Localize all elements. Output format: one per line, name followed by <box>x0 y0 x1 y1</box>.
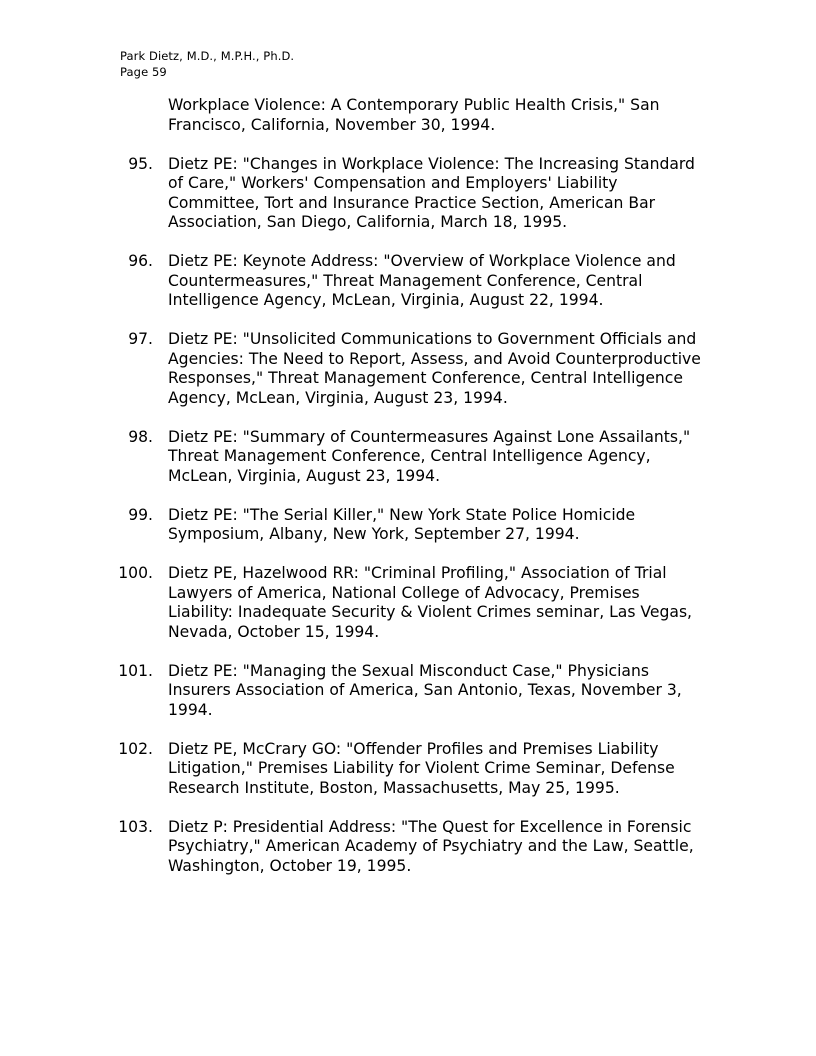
entry-number: 103. <box>118 817 153 836</box>
entry-text: Dietz PE: "Summary of Countermeasures Against Lone Assailants," Threat Management Conference, Central Intelligence Agency, McLean, Virginia, August 23, 1994. <box>168 427 691 485</box>
entry-number: 97. <box>128 330 153 348</box>
entry-number: 95. <box>128 154 153 173</box>
entry-text: Dietz PE: Keynote Address: "Overview of Workplace Violence and Countermeasures," Threat Management Conference, Central Intelligence Agency, McLean, Virginia, August 22, 1994. <box>168 252 676 309</box>
entry-text: Dietz PE: "Unsolicited Communications to Government Officials and Agencies: The Need to Report, Assess, and Avoid Counterproductive Responses," Threat Management Conference, Central Intelligence Agency, McLean, Virginia, August 23, 1994. <box>168 330 701 407</box>
page-number: Page 59 <box>120 65 167 79</box>
list-item <box>0 818 708 877</box>
list-item <box>0 506 708 545</box>
entry-text: Dietz PE: "The Serial Killer," New York State Police Homicide Symposium, Albany, New York, September 27, 1994. <box>168 505 636 543</box>
continued-entry-text: Workplace Violence: A Contemporary Public Health Crisis," San Francisco, California, November 30, 1994. <box>168 96 660 134</box>
entry-number: 99. <box>128 505 153 524</box>
entry-number: 98. <box>128 427 153 446</box>
entry-number: 100. <box>118 564 153 582</box>
references-list <box>0 96 816 896</box>
list-item <box>0 428 708 487</box>
list-item <box>0 252 708 311</box>
list-item <box>0 564 708 642</box>
entry-text: Dietz PE, Hazelwood RR: "Criminal Profiling," Association of Trial Lawyers of America, National College of Advocacy, Premises Liability: Inadequate Security & Violent Crimes seminar, Las Vegas, Nevada, October 15, 1994. <box>168 564 693 641</box>
entry-number: 96. <box>128 252 153 270</box>
entry-text: Dietz PE: "Changes in Workplace Violence: The Increasing Standard of Care," Workers' Compensation and Employers' Liability Committee, Tort and Insurance Practice Section, American Bar Association, San Diego, California, March 18, 1995. <box>168 154 695 231</box>
page-header <box>120 48 294 80</box>
list-item <box>0 155 708 233</box>
entry-number: 102. <box>118 739 153 758</box>
entry-number: 101. <box>118 661 153 680</box>
list-item <box>0 662 708 721</box>
entry-text: Dietz P: Presidential Address: "The Quest for Excellence in Forensic Psychiatry," American Academy of Psychiatry and the Law, Seattle, Washington, October 19, 1995. <box>168 817 694 875</box>
entry-text: Dietz PE: "Managing the Sexual Misconduct Case," Physicians Insurers Association of America, San Antonio, Texas, November 3, 1994. <box>168 661 682 719</box>
list-item <box>0 330 708 408</box>
author-name: Park Dietz, M.D., M.P.H., Ph.D. <box>120 49 295 63</box>
entry-text: Dietz PE, McCrary GO: "Offender Profiles and Premises Liability Litigation," Premises Liability for Violent Crime Seminar, Defense Research Institute, Boston, Massachusetts, May 25, 1995. <box>168 739 675 797</box>
list-item <box>0 740 708 799</box>
